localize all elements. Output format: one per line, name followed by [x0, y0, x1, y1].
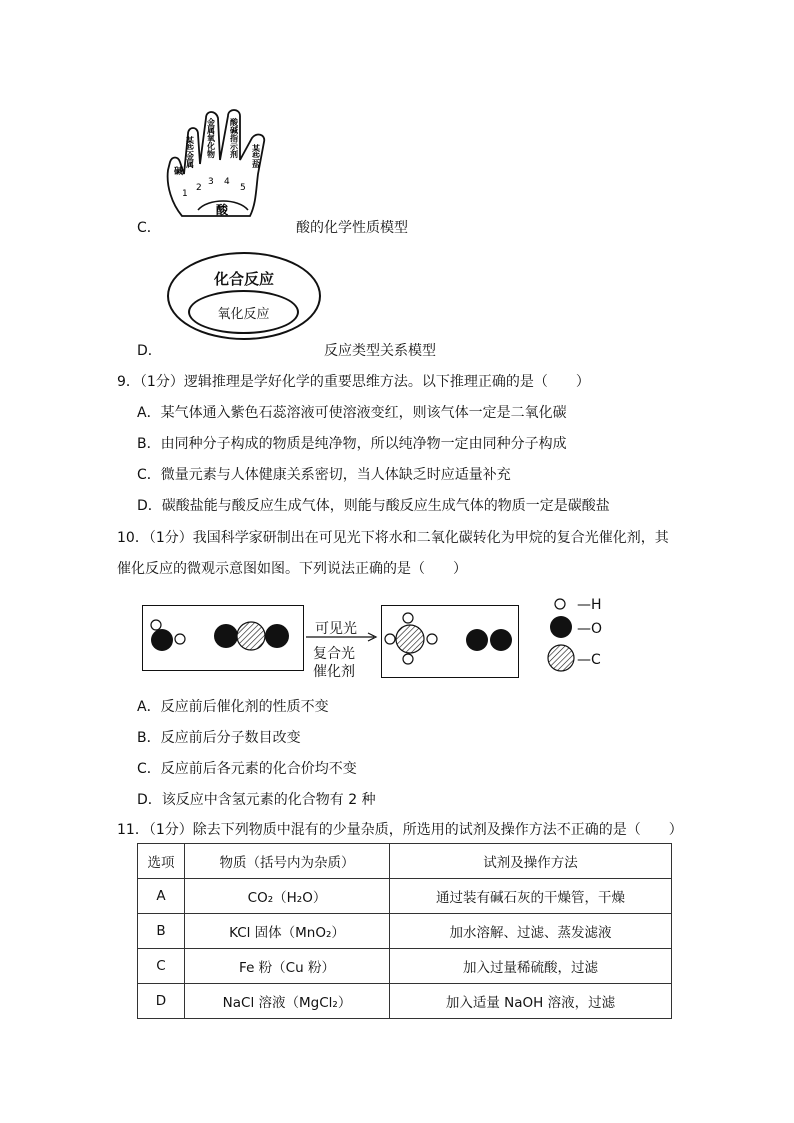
table-row	[138, 914, 672, 949]
carbon-dioxide-molecule	[214, 622, 289, 650]
question-10-option-b: B．反应前后分子数目改变	[137, 730, 301, 746]
condition-visible-light: 可见光	[315, 621, 357, 637]
finger-label-5: 某些盐	[251, 144, 261, 168]
question-11-stem: 11．（1分）除去下列物质中混有的少量杂质，所选用的试剂及操作方法不正确的是（ ）	[117, 822, 683, 838]
header-option: 选项	[138, 844, 185, 879]
table-row	[138, 984, 672, 1019]
option-d-letter: D．	[137, 343, 162, 359]
question-10-option-a: A．反应前后催化剂的性质不变	[137, 699, 329, 715]
option-c-letter: C．	[137, 220, 161, 236]
oxygen-molecule	[466, 629, 512, 651]
header-method: 试剂及操作方法	[390, 844, 672, 879]
table-row	[138, 949, 672, 984]
finger-label-1: 碱	[174, 167, 184, 177]
row-method: 加入适量 NaOH 溶液，过滤	[390, 984, 672, 1019]
row-substance: CO₂（H₂O）	[185, 879, 390, 914]
water-molecule	[151, 620, 185, 651]
arrow-number-4: 4	[224, 177, 230, 187]
legend-oxygen: —O	[577, 621, 603, 637]
question-9-option-b: B．由同种分子构成的物质是纯净物，所以纯净物一定由同种分子构成	[137, 436, 567, 452]
arrow-number-1: 1	[182, 189, 188, 199]
arrow-number-2: 2	[196, 183, 202, 193]
row-method: 加入过量稀硫酸，过滤	[390, 949, 672, 984]
question-9-option-d: D．碳酸盐能与酸反应生成气体，则能与酸反应生成气体的物质一定是碳酸盐	[137, 498, 610, 514]
methane-molecule	[385, 613, 437, 664]
condition-catalyst-line-2: 催化剂	[313, 664, 355, 680]
question-10-stem-line-2: 催化反应的微观示意图如图。下列说法正确的是（ ）	[117, 561, 467, 577]
question-11-table	[137, 843, 672, 1019]
legend-hydrogen: —H	[577, 597, 602, 613]
legend-symbols	[548, 599, 574, 671]
row-option: C	[138, 949, 185, 984]
finger-label-4: 酸碱指示剂	[229, 118, 239, 158]
question-10-option-c: C．反应前后各元素的化合价均不变	[137, 761, 357, 777]
question-10-option-d: D．该反应中含氢元素的化合物有 2 种	[137, 792, 376, 808]
row-method: 加水溶解、过滤、蒸发滤液	[390, 914, 672, 949]
option-c-caption: 酸的化学性质模型	[296, 220, 408, 236]
finger-label-2: 某些金属	[185, 136, 195, 168]
header-substance: 物质（括号内为杂质）	[185, 844, 390, 879]
legend-carbon: —C	[577, 652, 601, 668]
table-row	[138, 879, 672, 914]
question-9-option-c: C．微量元素与人体健康关系密切，当人体缺乏时应适量补充	[137, 467, 511, 483]
arrow-number-3: 3	[208, 177, 214, 187]
row-option: D	[138, 984, 185, 1019]
condition-catalyst-line-1: 复合光	[313, 646, 355, 662]
row-substance: Fe 粉（Cu 粉）	[185, 949, 390, 984]
finger-label-3: 金属氧化物	[206, 118, 216, 158]
arrow-number-5: 5	[240, 183, 246, 193]
table-header-row	[138, 844, 672, 879]
inner-ellipse-label: 氧化反应	[217, 307, 270, 322]
row-substance: KCl 固体（MnO₂）	[185, 914, 390, 949]
option-d-caption: 反应类型关系模型	[324, 343, 436, 359]
palm-label: 酸	[216, 203, 229, 217]
question-9-option-a: A．某气体通入紫色石蕊溶液可使溶液变红，则该气体一定是二氧化碳	[137, 405, 567, 421]
row-method: 通过装有碱石灰的干燥管，干燥	[390, 879, 672, 914]
outer-ellipse-label: 化合反应	[213, 270, 274, 288]
row-option: A	[138, 879, 185, 914]
question-10-stem-line-1: 10．（1分）我国科学家研制出在可见光下将水和二氧化碳转化为甲烷的复合光催化剂，其	[117, 530, 669, 546]
question-9-stem: 9．（1分）逻辑推理是学好化学的重要思维方法。以下推理正确的是（ ）	[117, 374, 590, 390]
row-option: B	[138, 914, 185, 949]
row-substance: NaCl 溶液（MgCl₂）	[185, 984, 390, 1019]
